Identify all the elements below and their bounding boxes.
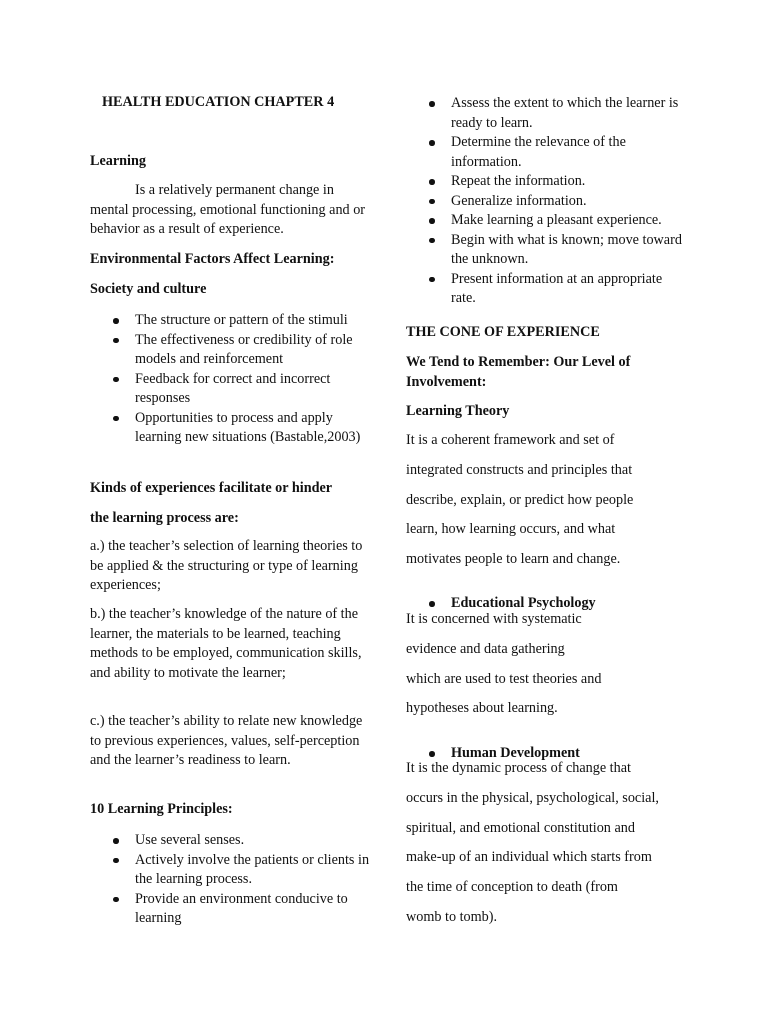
list-item: Make learning a pleasant experience.	[406, 211, 688, 231]
list-item: Begin with what is known; move toward the unknown.	[406, 231, 688, 270]
list-item: Generalize information.	[406, 192, 688, 212]
list-item: Feedback for correct and incorrect responses	[90, 370, 372, 409]
text-line: the time of conception to death (from	[406, 879, 618, 896]
learning-principles-heading: 10 Learning Principles:	[90, 801, 233, 817]
text-line: occurs in the physical, psychological, social,	[406, 789, 659, 806]
society-factors-list	[90, 311, 372, 448]
list-item: Repeat the information.	[406, 172, 688, 192]
learning-principles-list-continued	[406, 94, 688, 309]
human-development-text	[406, 759, 688, 938]
human-development-heading: Human Development	[406, 744, 688, 764]
list-item: The effectiveness or credibility of role models and reinforcement	[90, 331, 372, 370]
list-item: Use several senses.	[90, 831, 372, 851]
kinds-of-experiences-heading: Kinds of experiences facilitate or hinder	[90, 480, 333, 496]
learning-heading: Learning	[90, 153, 146, 169]
text-line: spiritual, and emotional constitution and	[406, 819, 635, 836]
text-line: learn, how learning occurs, and what	[406, 521, 616, 538]
text-line: describe, explain, or predict how people	[406, 491, 634, 508]
text-line: womb to tomb).	[406, 908, 498, 925]
list-item: Present information at an appropriate rate.	[406, 270, 688, 309]
text-line: motivates people to learn and change.	[406, 551, 621, 568]
text-line: integrated constructs and principles that	[406, 461, 633, 478]
list-item: The structure or pattern of the stimuli	[90, 311, 372, 331]
text-line: which are used to test theories and	[406, 670, 602, 687]
society-culture-heading: Society and culture	[90, 281, 207, 297]
text-line: It is the dynamic process of change that	[406, 760, 631, 776]
paragraph-c: c.) the teacher’s ability to relate new knowledge to previous experiences, values, self-perception and the learner’s readiness to learn.	[90, 713, 363, 768]
learning-process-heading: the learning process are:	[90, 510, 239, 526]
paragraph-b: b.) the teacher’s knowledge of the nature of the learner, the materials to be learned, teaching methods to be employed, communication skills, and ability to motivate the learner;	[90, 606, 362, 681]
text-line: It is concerned with systematic	[406, 611, 582, 627]
environmental-factors-heading: Environmental Factors Affect Learning:	[90, 251, 335, 267]
list-item: Determine the relevance of the information.	[406, 133, 688, 172]
educational-psychology-text	[406, 610, 688, 729]
educational-psychology-heading: Educational Psychology	[406, 594, 688, 614]
list-item: Opportunities to process and apply learning new situations (Bastable,2003)	[90, 409, 372, 448]
text-line: evidence and data gathering	[406, 640, 565, 657]
list-item: Actively involve the patients or clients in the learning process.	[90, 851, 372, 890]
document-title: HEALTH EDUCATION CHAPTER 4	[102, 94, 335, 110]
learning-theory-heading: Learning Theory	[406, 403, 510, 419]
learning-theory-text	[406, 431, 688, 580]
text-line: make-up of an individual which starts from	[406, 849, 652, 866]
list-item: Assess the extent to which the learner is ready to learn.	[406, 94, 688, 133]
learning-principles-list	[90, 831, 372, 929]
paragraph-a: a.) the teacher’s selection of learning theories to be applied & the structuring or type of learning experiences;	[90, 538, 363, 593]
learning-definition: Is a relatively permanent change in mental processing, emotional functioning and or behavior as a result of experience.	[90, 182, 366, 237]
remember-heading: We Tend to Remember: Our Level of Involvement:	[406, 354, 631, 390]
cone-of-experience-heading: THE CONE OF EXPERIENCE	[406, 324, 600, 340]
list-item: Provide an environment conducive to learning	[90, 890, 372, 929]
text-line: It is a coherent framework and set of	[406, 432, 615, 448]
text-line: hypotheses about learning.	[406, 700, 558, 717]
